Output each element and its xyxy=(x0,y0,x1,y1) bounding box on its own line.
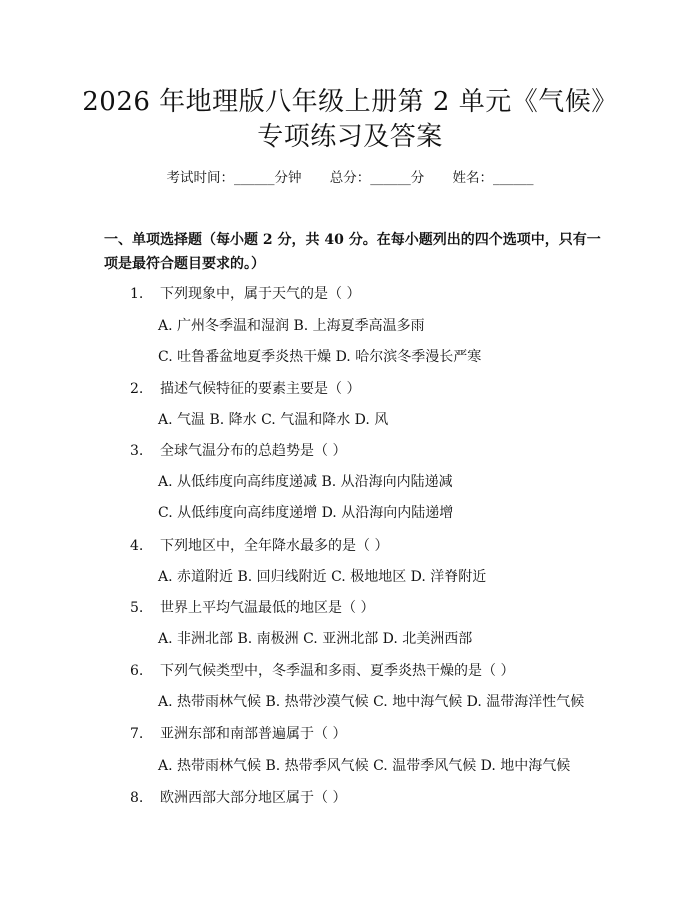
question-options: A. 从低纬度向高纬度递减 B. 从沿海向内陆递减 xyxy=(158,474,453,490)
question-text: 欧洲西部大部分地区属于（ ） xyxy=(160,790,347,806)
question-text: 世界上平均气温最低的地区是（ ） xyxy=(160,600,375,616)
question-text: 描述气候特征的要素主要是（ ） xyxy=(160,381,361,397)
question-number: 1. xyxy=(130,286,144,302)
document-title-line2: 专项练习及答案 xyxy=(257,122,443,152)
question-text: 下列气候类型中，冬季温和多雨、夏季炎热干燥的是（ ） xyxy=(160,663,515,679)
question-options: A. 广州冬季温和湿润 B. 上海夏季高温多雨 xyxy=(158,318,425,334)
document-title-line1: 2026 年地理版八年级上册第 2 单元《气候》 xyxy=(82,87,618,117)
question-text: 亚洲东部和南部普遍属于（ ） xyxy=(160,726,347,742)
exam-meta-line xyxy=(0,168,700,188)
question-number: 4. xyxy=(130,538,144,554)
question-item xyxy=(130,724,346,744)
question-number: 3. xyxy=(130,443,144,459)
question-options: A. 热带雨林气候 B. 热带沙漠气候 C. 地中海气候 D. 温带海洋性气候 xyxy=(158,694,585,710)
section-heading: 一、单项选择题（每小题 2 分，共 40 分。在每小题列出的四个选项中，只有一项是最符合题目要求的。） xyxy=(104,232,601,272)
question-text: 全球气温分布的总趋势是（ ） xyxy=(160,443,347,459)
question-options: A. 赤道附近 B. 回归线附近 C. 极地地区 D. 洋脊附近 xyxy=(158,569,487,585)
question-number: 8. xyxy=(130,790,144,806)
question-text: 下列地区中，全年降水最多的是（ ） xyxy=(160,538,389,554)
question-item xyxy=(130,661,514,681)
question-item xyxy=(130,379,360,399)
question-number: 5. xyxy=(130,600,144,616)
question-item xyxy=(130,788,346,808)
question-item xyxy=(130,441,346,461)
question-item xyxy=(130,284,360,304)
question-options: A. 热带雨林气候 B. 热带季风气候 C. 温带季风气候 D. 地中海气候 xyxy=(158,758,571,774)
question-options: A. 非洲北部 B. 南极洲 C. 亚洲北部 D. 北美洲西部 xyxy=(158,631,473,647)
question-number: 2. xyxy=(130,381,144,397)
question-number: 7. xyxy=(130,726,144,742)
question-options: C. 吐鲁番盆地夏季炎热干燥 D. 哈尔滨冬季漫长严寒 xyxy=(158,349,482,365)
question-item xyxy=(130,536,388,556)
exam-time-label: 考试时间：______分钟 xyxy=(166,170,302,186)
question-number: 6. xyxy=(130,663,144,679)
question-text: 下列现象中，属于天气的是（ ） xyxy=(160,286,361,302)
question-options: A. 气温 B. 降水 C. 气温和降水 D. 风 xyxy=(158,412,389,428)
question-item xyxy=(130,598,374,618)
question-options: C. 从低纬度向高纬度递增 D. 从沿海向内陆递增 xyxy=(158,505,454,521)
student-name-label: 姓名：______ xyxy=(452,170,534,186)
total-score-label: 总分：______分 xyxy=(329,170,425,186)
